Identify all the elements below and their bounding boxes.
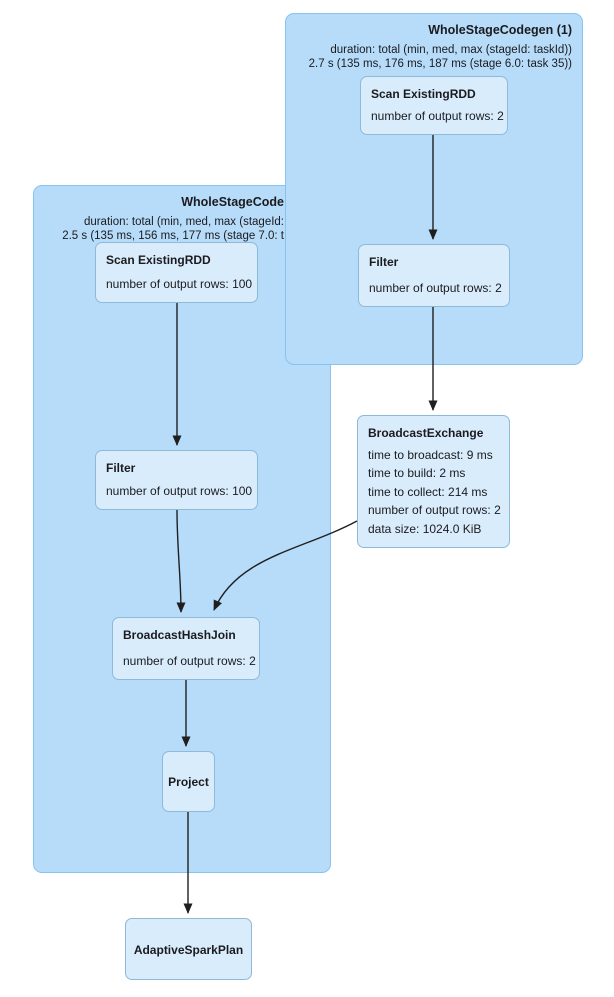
cluster-wholestagecodegen-1 [285, 13, 583, 365]
node-scan-existingrdd-right [360, 76, 508, 135]
cluster-duration-line1: duration: total (min, med, max (stageId: [83, 216, 284, 228]
node-adaptive-spark-plan [125, 918, 252, 980]
node-metrics [123, 652, 256, 671]
node-metrics [371, 107, 504, 126]
node-broadcast-exchange [357, 415, 510, 548]
node-filter-left [95, 450, 258, 510]
node-metrics [106, 482, 253, 501]
node-scan-existingrdd-left [95, 242, 258, 303]
node-metric: time to collect: 214 ms [368, 484, 488, 499]
node-title: Filter [106, 461, 136, 475]
cluster-duration-line1: duration: total (min, med, max (stageId: taskId)) [330, 44, 572, 56]
node-filter-right [358, 244, 510, 307]
cluster-title: WholeStageCodegen (1) [428, 23, 572, 37]
node-title: Scan ExistingRDD [371, 87, 476, 101]
node-metric: number of output rows: 2 [123, 653, 256, 668]
node-title: Project [168, 775, 209, 789]
node-metric: number of output rows: 100 [106, 276, 253, 291]
node-metrics [369, 279, 502, 298]
node-metrics [106, 275, 253, 294]
node-project [162, 751, 215, 812]
node-title: AdaptiveSparkPlan [133, 942, 244, 957]
node-title: Filter [369, 255, 399, 269]
node-metric: data size: 1024.0 KiB [368, 521, 482, 536]
node-broadcast-hash-join [112, 617, 260, 680]
cluster-duration-line2: 2.5 s (135 ms, 156 ms, 177 ms (stage 7.0: t [62, 229, 284, 242]
node-metric: time to build: 2 ms [368, 466, 466, 480]
cluster-title: WholeStageCode [181, 195, 284, 209]
node-metric: number of output rows: 2 [371, 108, 504, 123]
node-metric: number of output rows: 2 [368, 503, 501, 517]
node-title: Scan ExistingRDD [106, 253, 211, 267]
node-title: BroadcastExchange [368, 426, 484, 440]
node-metric: time to broadcast: 9 ms [368, 447, 493, 462]
node-metric: number of output rows: 100 [106, 483, 253, 498]
cluster-header [286, 14, 582, 71]
node-metrics [368, 446, 499, 539]
cluster-duration-line2: 2.7 s (135 ms, 176 ms, 187 ms (stage 6.0: task 35)) [308, 57, 572, 70]
node-metric: number of output rows: 2 [369, 280, 502, 295]
node-title: BroadcastHashJoin [123, 628, 236, 642]
